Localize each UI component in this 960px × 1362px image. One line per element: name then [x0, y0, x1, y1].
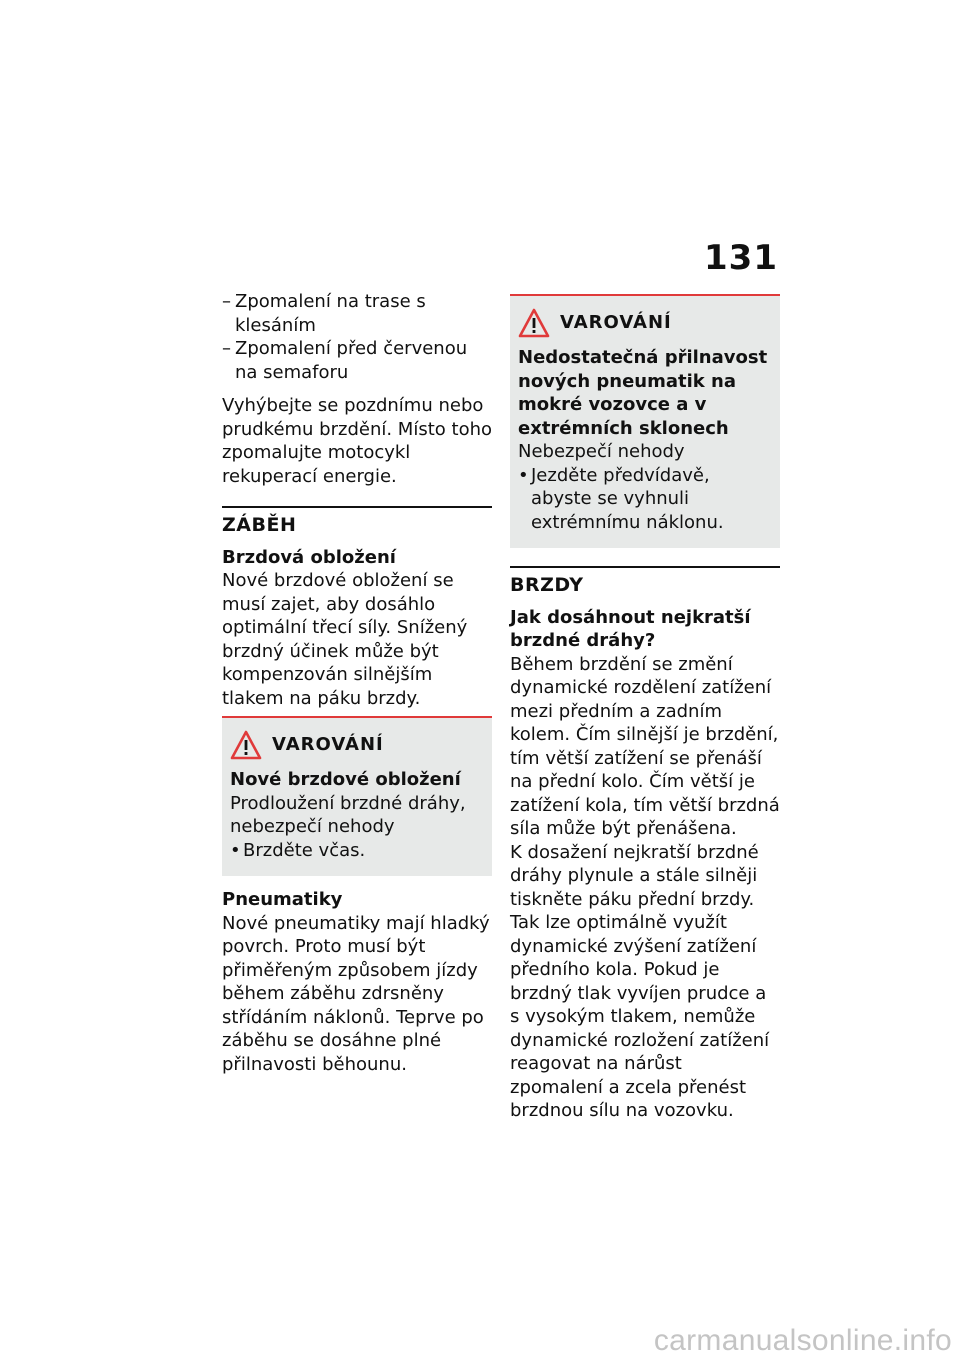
- warning-text: Prodloužení brzdné dráhy, nebezpečí nehody: [230, 792, 466, 837]
- warning-bullet: • Brzděte včas.: [230, 839, 484, 863]
- warning-header: [230, 730, 484, 760]
- right-column: [510, 290, 780, 1123]
- watermark: carmanualsonline.info: [653, 1324, 952, 1357]
- warning-title: Nedostatečná přilnavost nových pneumatik na mokré vozovce a v extrémních sklonech: [518, 347, 768, 439]
- paragraph-postup: K dosažení nejkratší brzdné dráhy plynule a stále silněji tiskněte páku přední brzdy. Tak lze optimálně využít dynamické zvýšení zatížení předního kola. Pokud je brzdný tlak vyvíjen prudce a s vysokým tlakem, nemůže dynamické rozložení zatížení reagovat na nárůst zpomalení a zcela přenést brzdnou sílu na vozovku.: [510, 841, 770, 1121]
- subheading-pneumatiky: Pneumatiky: [222, 889, 343, 910]
- warning-box: [222, 716, 492, 876]
- warning-triangle-icon: [518, 308, 550, 338]
- subheading-nejkratsi-draha: Jak dosáhnout nejkratší brzdné dráhy?: [510, 606, 751, 651]
- warning-box: [510, 294, 780, 548]
- subheading-brzdova-oblozeni: Brzdová obložení: [222, 546, 396, 568]
- paragraph-pneumatiky: Nové pneumatiky mají hladký povrch. Proto musí být přiměřeným způsobem jízdy během záběhu zdrsněny střídáním náklonů. Teprve po záběhu se dosáhne plné přilnavosti běhounu.: [222, 912, 490, 1075]
- warning-title: Nové brzdové obložení: [230, 769, 461, 790]
- section-divider: [222, 506, 492, 508]
- intro-paragraph: Vyhýbejte se pozdnímu nebo prudkému brzdění. Místo toho zpomalujte motocykl rekuperací energie.: [222, 395, 492, 487]
- warning-label: VAROVÁNÍ: [272, 734, 384, 756]
- warning-label: VAROVÁNÍ: [560, 312, 672, 334]
- section-title-zabeh: ZÁBĚH: [222, 514, 297, 536]
- left-column: [222, 290, 492, 1076]
- page-number: 131: [704, 238, 778, 278]
- paragraph-dynamika: Během brzdění se změní dynamické rozdělení zatížení mezi předním a zadním kolem. Čím silnější je brzdění, tím větší zatížení se přenáší na přední kolo. Čím větší je zatížení kola, tím větší brzdná síla může být přenášena.: [510, 653, 780, 839]
- warning-triangle-icon: [230, 730, 262, 760]
- warning-bullet: • Jezděte předvídavě, abyste se vyhnuli extrémnímu náklonu.: [518, 464, 772, 535]
- list-item: – Zpomalení na trase s klesáním: [222, 290, 492, 337]
- paragraph-brzdova-oblozeni: Nové brzdové obložení se musí zajet, aby dosáhlo optimální třecí síly. Snížený brzdný účinek může být kompenzován silnějším tlakem na páku brzdy.: [222, 570, 468, 709]
- section-divider: [510, 566, 780, 568]
- list-item: – Zpomalení před červenou na semaforu: [222, 337, 492, 384]
- warning-text: Nebezpečí nehody: [518, 441, 685, 462]
- warning-header: [518, 308, 772, 338]
- section-title-brzdy: BRZDY: [510, 574, 584, 596]
